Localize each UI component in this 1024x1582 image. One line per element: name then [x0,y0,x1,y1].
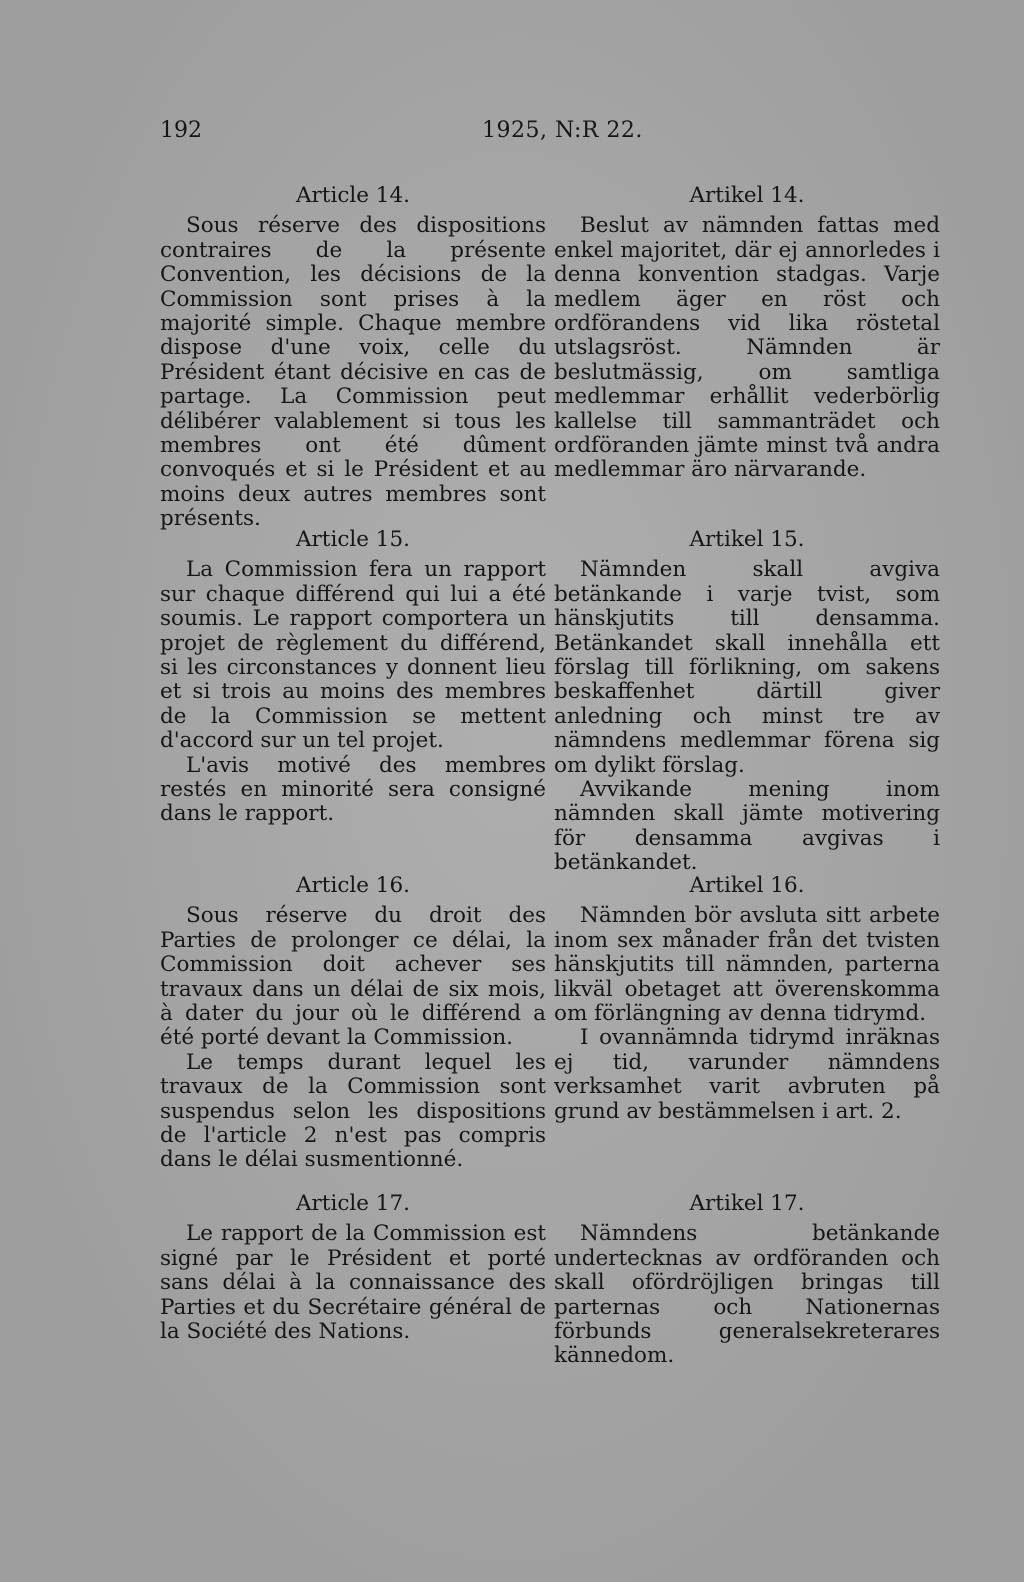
article-paragraph: Sous réserve du droit des Parties de prolonger ce délai, la Commission doit achever ses travaux dans un délai de six mois, à dater du jour où le différend a été porté devant la Commission. [160,903,546,1051]
article-16-fr [160,874,546,1173]
article-paragraph: Le rapport de la Commission est signé par le Président et porté sans délai à la connaissance des Parties et du Secrétaire général de la Société des Nations. [160,1221,546,1345]
article-paragraph: L'avis motivé des membres restés en minorité sera consigné dans le rapport. [160,752,546,827]
article-paragraph: Nämndens betänkande undertecknas av ordföranden och skall ofördröjligen bringas till parternas och Nationernas förbunds generalsekreterares kännedom. [554,1221,940,1369]
article-heading: Article 16. [296,873,410,898]
artikel-16-sv [554,874,940,1124]
article-paragraph: Nämnden skall avgiva betänkande i varje tvist, som hänskjutits till densamma. Betänkandet skall innehålla ett förslag till förlikning, om sakens beskaffenhet därtill giver anledning och minst tre av nämndens medlemmar förena sig om dylikt förslag. [554,557,940,778]
artikel-14-sv [554,184,940,483]
article-14-fr [160,184,546,532]
article-paragraph: Beslut av nämnden fattas med enkel majoritet, där ej annorledes i denna konvention stadgas. Varje medlem äger en röst och ordförandens vid lika röstetal utslagsröst. Nämnden är beslutmässig, om samtliga medlemmar erhållit vederbörlig kallelse till sammanträdet och ordföranden jämte minst två andra medlemmar äro närvarande. [554,213,940,483]
article-paragraph: Nämnden bör avsluta sitt arbete inom sex månader från det tvisten hänskjutits till nämnden, parterna likväl obetaget att överenskomma om förlängning av denna tidrymd. [554,903,940,1027]
article-paragraph: Le temps durant lequel les travaux de la Commission sont suspendus selon les dispositions de l'article 2 n'est pas compris dans le délai susmentionné. [160,1049,546,1173]
article-17-fr [160,1192,546,1344]
artikel-15-sv [554,528,940,876]
article-heading: Artikel 17. [689,1191,805,1216]
article-paragraph: I ovannämnda tidrymd inräknas ej tid, varunder nämndens verksamhet varit avbruten på grund av bestämmelsen i art. 2. [554,1025,940,1124]
article-heading: Artikel 16. [689,873,805,898]
article-heading: Artikel 14. [689,183,805,208]
page-number: 192 [160,118,202,143]
artikel-17-sv [554,1192,940,1369]
page-header [160,118,940,148]
article-heading: Article 17. [296,1191,410,1216]
article-heading: Artikel 15. [689,527,805,552]
running-head: 1925, N:R 22. [482,118,643,143]
article-paragraph: Sous réserve des dispositions contraires de la présente Convention, les décisions de la Commission sont prises à la majorité simple. Chaque membre dispose d'une voix, celle du Président étant décisive en cas de partage. La Commission peut délibérer valablement si tous les membres ont été dûment convoqués et si le Président et au moins deux autres membres sont présents. [160,213,546,532]
article-paragraph: La Commission fera un rapport sur chaque différend qui lui a été soumis. Le rapport comportera un projet de règlement du différend, si les circonstances y donnent lieu et si trois au moins des membres de la Commission se mettent d'accord sur un tel projet. [160,557,546,754]
article-15-fr [160,528,546,827]
article-heading: Article 15. [296,527,410,552]
article-paragraph: Avvikande mening inom nämnden skall jämte motivering för densamma avgivas i betänkandet. [554,777,940,876]
article-heading: Article 14. [296,183,410,208]
